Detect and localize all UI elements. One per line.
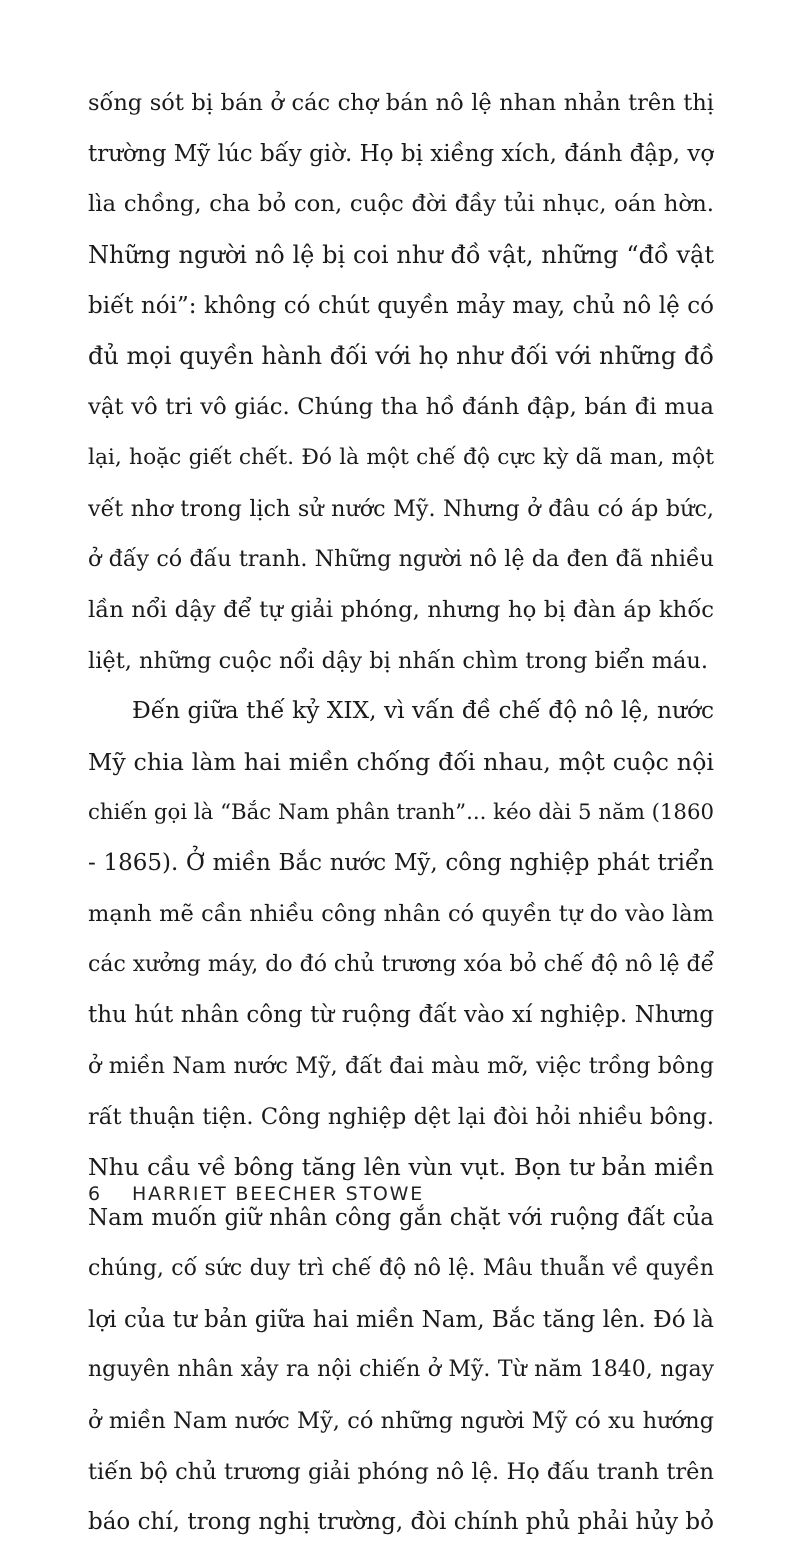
paragraph-2 bbox=[88, 686, 714, 1548]
running-title: HARRIET BEECHER STOWE bbox=[132, 1183, 425, 1205]
text-line: Đến giữa thế kỷ XIX, vì vấn đề chế độ nô lệ, nước bbox=[132, 697, 714, 725]
text-line: các xưởng máy, do đó chủ trương xóa bỏ chế độ nô lệ để bbox=[88, 951, 714, 977]
text-line: chúng, cố sức duy trì chế độ nô lệ. Mâu thuẫn về quyền bbox=[88, 1255, 714, 1281]
text-line: Mỹ chia làm hai miền chống đối nhau, một cuộc nội bbox=[88, 747, 714, 776]
text-line: ở miền Nam nước Mỹ, đất đai màu mỡ, việc trồng bông bbox=[88, 1053, 714, 1080]
text-line: lần nổi dậy để tự giải phóng, nhưng họ bị đàn áp khốc bbox=[88, 596, 714, 623]
text-line: thu hút nhân công từ ruộng đất vào xí nghiệp. Nhưng bbox=[88, 1002, 714, 1029]
text-line: sống sót bị bán ở các chợ bán nô lệ nhan nhản trên thị bbox=[88, 90, 714, 116]
text-line: tiến bộ chủ trương giải phóng nô lệ. Họ đấu tranh trên bbox=[88, 1458, 714, 1485]
text-line: nguyên nhân xảy ra nội chiến ở Mỹ. Từ năm 1840, ngay bbox=[88, 1357, 714, 1383]
text-line: lại, hoặc giết chết. Đó là một chế độ cực kỳ dã man, một bbox=[88, 444, 714, 470]
text-line: biết nói”: không có chút quyền mảy may, chủ nô lệ có bbox=[88, 292, 714, 319]
text-line: Nhu cầu về bông tăng lên vùn vụt. Bọn tư bản miền bbox=[88, 1153, 714, 1182]
text-line: - 1865). Ở miền Bắc nước Mỹ, công nghiệp phát triển bbox=[88, 850, 714, 877]
text-line: rất thuận tiện. Công nghiệp dệt lại đòi hỏi nhiều bông. bbox=[88, 1103, 714, 1130]
text-line: lìa chồng, cha bỏ con, cuộc đời đầy tủi nhục, oán hờn. bbox=[88, 191, 714, 218]
text-line: đủ mọi quyền hành đối với họ như đối với những đồ bbox=[88, 342, 714, 371]
text-line: vết nhơ trong lịch sử nước Mỹ. Nhưng ở đâu có áp bức, bbox=[88, 495, 714, 522]
text-line: ở miền Nam nước Mỹ, có những người Mỹ có xu hướng bbox=[88, 1407, 714, 1434]
text-line: Nam muốn giữ nhân công gắn chặt với ruộng đất của bbox=[88, 1205, 714, 1232]
text-line: Những người nô lệ bị coi như đồ vật, những “đồ vật bbox=[88, 241, 714, 270]
text-line: trường Mỹ lúc bấy giờ. Họ bị xiềng xích, đánh đập, vợ bbox=[88, 140, 714, 167]
page-footer bbox=[88, 1179, 424, 1209]
text-line: vật vô tri vô giác. Chúng tha hồ đánh đập, bán đi mua bbox=[88, 394, 714, 421]
text-line: mạnh mẽ cần nhiều công nhân có quyền tự do vào làm bbox=[88, 901, 714, 927]
page-number: 6 bbox=[88, 1183, 101, 1205]
text-line: báo chí, trong nghị trường, đòi chính phủ phải hủy bỏ bbox=[88, 1509, 714, 1536]
text-line: lợi của tư bản giữa hai miền Nam, Bắc tăng lên. Đó là bbox=[88, 1306, 714, 1333]
text-line: liệt, những cuộc nổi dậy bị nhấn chìm trong biển máu. bbox=[88, 647, 709, 674]
body-text bbox=[88, 78, 714, 1548]
text-line: ở đấy có đấu tranh. Những người nô lệ da đen đã nhiều bbox=[88, 546, 714, 573]
paragraph-1 bbox=[88, 78, 714, 686]
text-line: chiến gọi là “Bắc Nam phân tranh”... kéo dài 5 năm (1860 bbox=[88, 799, 714, 825]
